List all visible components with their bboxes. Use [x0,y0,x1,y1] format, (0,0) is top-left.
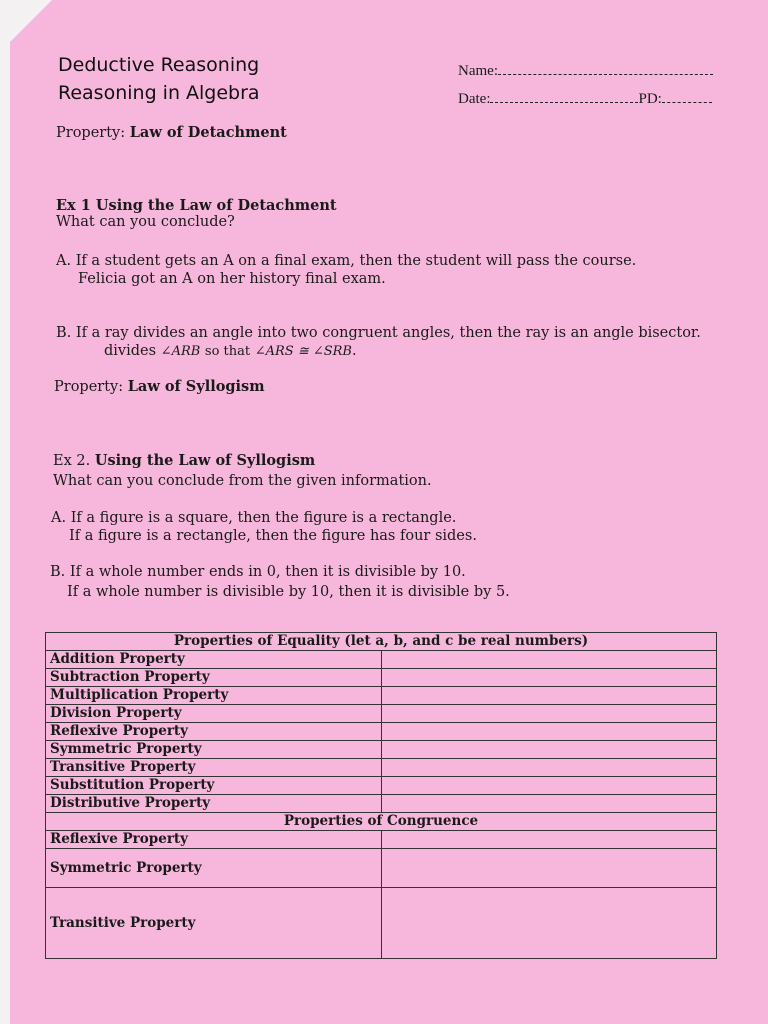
pd-blank[interactable] [662,90,712,103]
congruence-header: Properties of Congruence [46,813,717,831]
property-label: Subtraction Property [46,669,382,687]
congruence-header-row [46,813,717,831]
property-label: Multiplication Property [46,687,382,705]
property-name: Law of Syllogism [127,378,265,395]
name-field[interactable] [458,62,713,80]
property-answer-cell[interactable] [381,849,717,888]
table-row [46,795,717,813]
name-label: Name: [458,63,498,79]
table-row [46,777,717,795]
angle-congruence: ∠ARS ≅ ∠SRB [254,344,352,359]
property-answer-cell[interactable] [381,705,717,723]
property-label: Distributive Property [46,795,382,813]
ex1-b-end: . [352,343,357,359]
date-label: Date: [458,91,491,107]
ex1-b-line1: B. If a ray divides an angle into two congruent angles, then the ray is an angle bisector. [56,325,701,341]
date-blank[interactable] [490,90,638,103]
ex2-question: What can you conclude from the given information. [53,473,432,489]
ex1-b-line2 [104,343,357,359]
property-name: Law of Detachment [129,124,287,141]
table-row [46,849,717,888]
table-row [46,669,717,687]
ex1-title: Ex 1 Using the Law of Detachment [56,197,337,214]
property-label: Reflexive Property [46,831,382,849]
table-row [46,705,717,723]
date-field[interactable] [458,90,712,108]
ex1-question: What can you conclude? [56,214,235,230]
ex2-a-line1: A. If a figure is a square, then the figure is a rectangle. [51,510,457,526]
property-label: Substitution Property [46,777,382,795]
property-label: Reflexive Property [46,723,382,741]
ex2-prefix: Ex 2. [53,453,91,469]
table-row [46,723,717,741]
table-row [46,831,717,849]
table-row [46,759,717,777]
property-syllogism [54,378,265,395]
property-label: Transitive Property [46,759,382,777]
property-label: Addition Property [46,651,382,669]
ex2-a-line2: If a figure is a rectangle, then the figure has four sides. [69,528,477,544]
ex2-b-line2: If a whole number is divisible by 10, then it is divisible by 5. [67,584,510,600]
property-label: Symmetric Property [46,741,382,759]
property-label: Transitive Property [46,888,382,959]
property-answer-cell[interactable] [381,888,717,959]
angle-arb: ∠ARB [160,344,201,359]
equality-header-row [46,633,717,651]
table-row [46,651,717,669]
worksheet-title: Deductive Reasoning [58,54,260,76]
ex1-a-line1: A. If a student gets an A on a final exam, then the student will pass the course. [56,253,637,269]
property-answer-cell[interactable] [381,723,717,741]
property-answer-cell[interactable] [381,687,717,705]
pd-label: PD: [638,91,662,107]
property-prefix: Property: [54,379,124,395]
property-answer-cell[interactable] [381,669,717,687]
ex1-b-pre: divides [104,343,157,359]
property-label: Symmetric Property [46,849,382,888]
name-blank[interactable] [498,62,713,75]
worksheet-subtitle: Reasoning in Algebra [58,82,260,104]
table-row [46,687,717,705]
property-answer-cell[interactable] [381,831,717,849]
property-prefix: Property: [56,125,126,141]
ex1-b-mid: so that [204,344,251,359]
ex2-title [53,452,315,469]
properties-table [45,632,717,959]
ex1-a-line2: Felicia got an A on her history final exam. [78,271,386,287]
table-row [46,741,717,759]
table-row [46,888,717,959]
property-answer-cell[interactable] [381,759,717,777]
ex2-title-text: Using the Law of Syllogism [94,452,316,469]
property-answer-cell[interactable] [381,777,717,795]
property-label: Division Property [46,705,382,723]
property-answer-cell[interactable] [381,795,717,813]
property-detachment [56,124,287,141]
property-answer-cell[interactable] [381,651,717,669]
ex2-b-line1: B. If a whole number ends in 0, then it is divisible by 10. [50,564,466,580]
torn-corner [10,0,52,42]
equality-header: Properties of Equality (let a, b, and c be real numbers) [46,633,717,651]
property-answer-cell[interactable] [381,741,717,759]
